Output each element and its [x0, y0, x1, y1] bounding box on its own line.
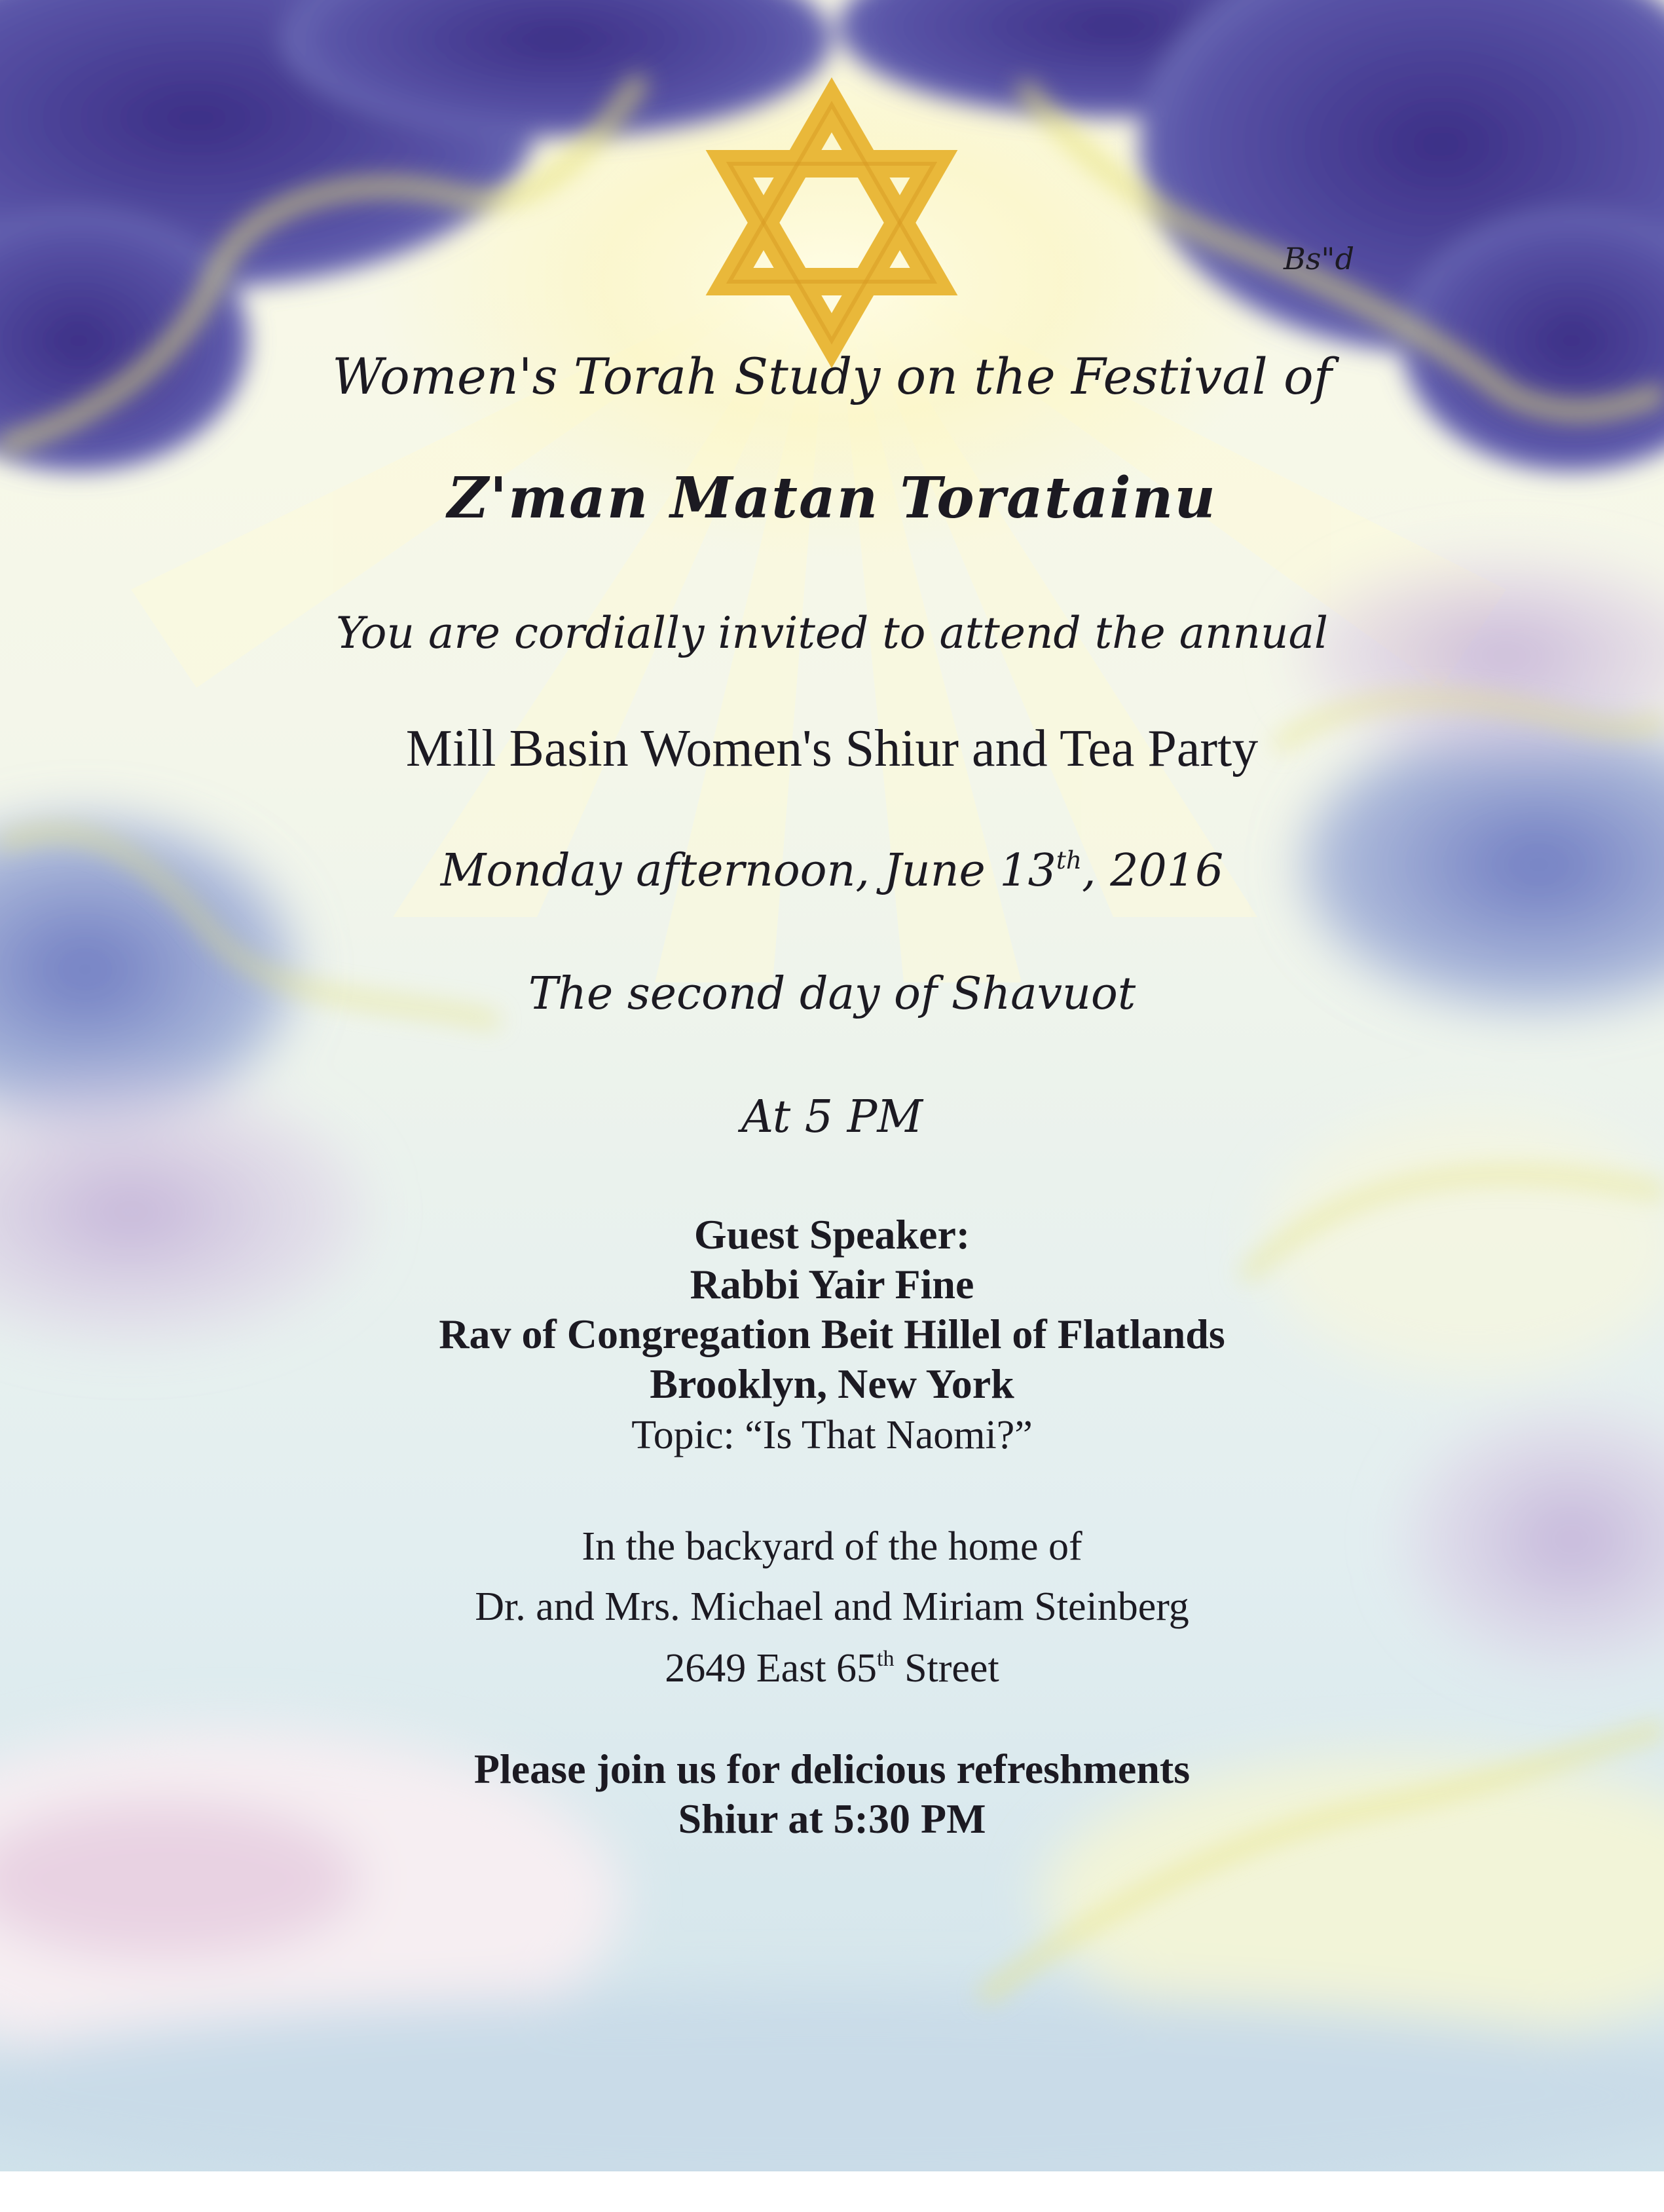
- event-date: [0, 845, 1664, 897]
- event-time: At 5 PM: [741, 1091, 923, 1143]
- speaker-name: Rabbi Yair Fine: [690, 1261, 974, 1307]
- closing-line-2: Shiur at 5:30 PM: [678, 1795, 986, 1842]
- occasion: The second day of Shavuot: [528, 968, 1136, 1020]
- venue-address-street: Street: [894, 1646, 999, 1691]
- venue-address: [0, 1645, 1664, 1692]
- title-line-1: Women's Torah Study on the Festival of: [332, 347, 1332, 405]
- corner-mark: Bs"d: [1284, 241, 1355, 276]
- venue-hosts: Dr. and Mrs. Michael and Miriam Steinberg: [475, 1584, 1189, 1629]
- closing-line-1: Please join us for delicious refreshments: [473, 1746, 1191, 1792]
- speaker-location: Brooklyn, New York: [650, 1360, 1014, 1407]
- title-line-2: Z'man Matan Toratainu: [447, 465, 1217, 531]
- speaker-topic: Topic: “Is That Naomi?”: [631, 1413, 1033, 1457]
- speaker-heading: Guest Speaker:: [693, 1211, 971, 1258]
- venue-line-1: In the backyard of the home of: [582, 1524, 1082, 1569]
- venue-address-text: 2649 East 65: [665, 1646, 878, 1691]
- speaker-title: Rav of Congregation Beit Hillel of Flatlands: [439, 1311, 1225, 1357]
- invite-line: You are cordially invited to attend the annual: [335, 608, 1329, 658]
- event-date-suffix: th: [1056, 845, 1082, 874]
- event-name: Mill Basin Women's Shiur and Tea Party: [405, 720, 1259, 778]
- venue-address-sup: th: [877, 1647, 895, 1672]
- event-date-text: Monday afternoon, June 13: [440, 845, 1056, 897]
- event-date-year: , 2016: [1082, 845, 1224, 897]
